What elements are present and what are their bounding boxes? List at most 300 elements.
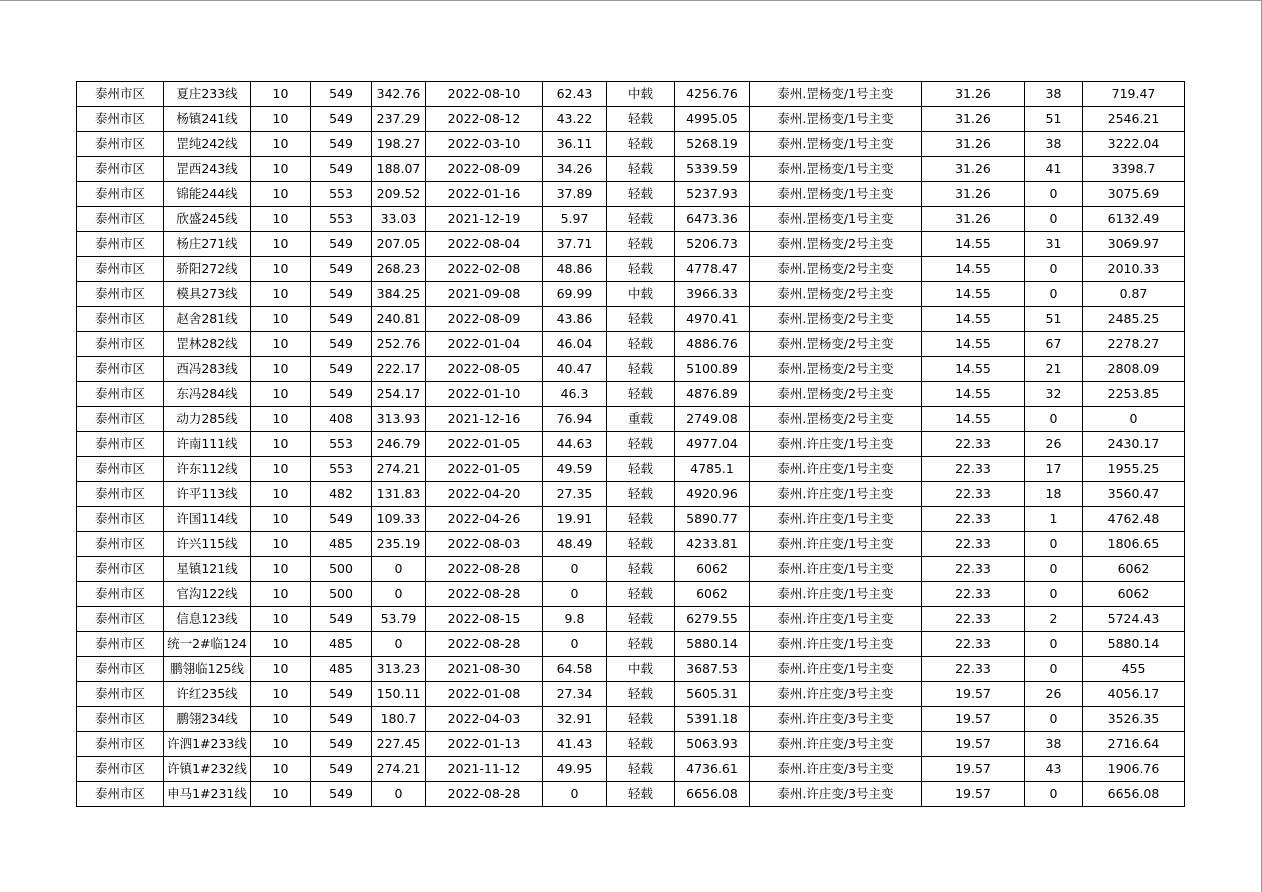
available-capacity-cell: 5339.59 bbox=[675, 157, 750, 182]
rated-capacity-cell: 500 bbox=[311, 582, 372, 607]
load-rate-cell: 46.3 bbox=[543, 382, 607, 407]
available-capacity-cell: 5391.18 bbox=[675, 707, 750, 732]
load-rate-cell: 46.04 bbox=[543, 332, 607, 357]
table-row bbox=[77, 207, 1185, 232]
table-row bbox=[77, 657, 1185, 682]
load-rate-cell: 37.89 bbox=[543, 182, 607, 207]
load-rate-cell: 48.86 bbox=[543, 257, 607, 282]
max-load-cell: 252.76 bbox=[372, 332, 426, 357]
district-cell: 泰州市区 bbox=[77, 607, 164, 632]
table-row bbox=[77, 757, 1185, 782]
remaining-capacity-cell: 1906.76 bbox=[1083, 757, 1185, 782]
remaining-capacity-cell: 0.87 bbox=[1083, 282, 1185, 307]
load-status-cell: 轻载 bbox=[607, 332, 675, 357]
rated-capacity-cell: 500 bbox=[311, 557, 372, 582]
transformer-margin-cell: 14.55 bbox=[922, 332, 1025, 357]
voltage-cell: 10 bbox=[251, 82, 311, 107]
peak-date-cell: 2022-01-13 bbox=[426, 732, 543, 757]
load-rate-cell: 32.91 bbox=[543, 707, 607, 732]
count-cell: 0 bbox=[1025, 657, 1083, 682]
load-rate-cell: 9.8 bbox=[543, 607, 607, 632]
rated-capacity-cell: 549 bbox=[311, 332, 372, 357]
transformer-margin-cell: 19.57 bbox=[922, 782, 1025, 807]
remaining-capacity-cell: 2430.17 bbox=[1083, 432, 1185, 457]
table-row bbox=[77, 257, 1185, 282]
max-load-cell: 222.17 bbox=[372, 357, 426, 382]
load-status-cell: 轻载 bbox=[607, 557, 675, 582]
transformer-margin-cell: 22.33 bbox=[922, 482, 1025, 507]
transformer-cell: 泰州.罡杨变/1号主变 bbox=[750, 82, 922, 107]
table-row bbox=[77, 332, 1185, 357]
available-capacity-cell: 4778.47 bbox=[675, 257, 750, 282]
available-capacity-cell: 6279.55 bbox=[675, 607, 750, 632]
max-load-cell: 254.17 bbox=[372, 382, 426, 407]
load-rate-cell: 43.86 bbox=[543, 307, 607, 332]
table-row bbox=[77, 707, 1185, 732]
load-status-cell: 轻载 bbox=[607, 582, 675, 607]
rated-capacity-cell: 549 bbox=[311, 607, 372, 632]
transformer-cell: 泰州.罡杨变/2号主变 bbox=[750, 357, 922, 382]
rated-capacity-cell: 549 bbox=[311, 782, 372, 807]
available-capacity-cell: 5268.19 bbox=[675, 132, 750, 157]
rated-capacity-cell: 549 bbox=[311, 707, 372, 732]
count-cell: 26 bbox=[1025, 432, 1083, 457]
transformer-cell: 泰州.许庄变/1号主变 bbox=[750, 557, 922, 582]
line-name-cell: 许兴115线 bbox=[164, 532, 251, 557]
transformer-cell: 泰州.罡杨变/1号主变 bbox=[750, 107, 922, 132]
load-rate-cell: 43.22 bbox=[543, 107, 607, 132]
table-row bbox=[77, 457, 1185, 482]
voltage-cell: 10 bbox=[251, 682, 311, 707]
line-name-cell: 统一2#临124 bbox=[164, 632, 251, 657]
voltage-cell: 10 bbox=[251, 432, 311, 457]
district-cell: 泰州市区 bbox=[77, 257, 164, 282]
line-name-cell: 信息123线 bbox=[164, 607, 251, 632]
district-cell: 泰州市区 bbox=[77, 632, 164, 657]
count-cell: 43 bbox=[1025, 757, 1083, 782]
max-load-cell: 53.79 bbox=[372, 607, 426, 632]
load-status-cell: 轻载 bbox=[607, 432, 675, 457]
table-row bbox=[77, 782, 1185, 807]
remaining-capacity-cell: 3069.97 bbox=[1083, 232, 1185, 257]
rated-capacity-cell: 549 bbox=[311, 507, 372, 532]
table-row bbox=[77, 557, 1185, 582]
table-row bbox=[77, 732, 1185, 757]
count-cell: 67 bbox=[1025, 332, 1083, 357]
remaining-capacity-cell: 1955.25 bbox=[1083, 457, 1185, 482]
remaining-capacity-cell: 2808.09 bbox=[1083, 357, 1185, 382]
district-cell: 泰州市区 bbox=[77, 82, 164, 107]
rated-capacity-cell: 408 bbox=[311, 407, 372, 432]
transformer-margin-cell: 31.26 bbox=[922, 207, 1025, 232]
available-capacity-cell: 4233.81 bbox=[675, 532, 750, 557]
transformer-margin-cell: 22.33 bbox=[922, 532, 1025, 557]
remaining-capacity-cell: 4762.48 bbox=[1083, 507, 1185, 532]
district-cell: 泰州市区 bbox=[77, 132, 164, 157]
max-load-cell: 33.03 bbox=[372, 207, 426, 232]
peak-date-cell: 2021-11-12 bbox=[426, 757, 543, 782]
table-row bbox=[77, 532, 1185, 557]
available-capacity-cell: 3966.33 bbox=[675, 282, 750, 307]
load-rate-cell: 64.58 bbox=[543, 657, 607, 682]
table-body bbox=[77, 82, 1185, 807]
district-cell: 泰州市区 bbox=[77, 282, 164, 307]
district-cell: 泰州市区 bbox=[77, 457, 164, 482]
line-name-cell: 杨庄271线 bbox=[164, 232, 251, 257]
peak-date-cell: 2021-08-30 bbox=[426, 657, 543, 682]
district-cell: 泰州市区 bbox=[77, 732, 164, 757]
table-row bbox=[77, 82, 1185, 107]
line-name-cell: 星镇121线 bbox=[164, 557, 251, 582]
remaining-capacity-cell: 2253.85 bbox=[1083, 382, 1185, 407]
peak-date-cell: 2022-08-09 bbox=[426, 157, 543, 182]
transformer-margin-cell: 19.57 bbox=[922, 682, 1025, 707]
line-name-cell: 东冯284线 bbox=[164, 382, 251, 407]
available-capacity-cell: 4736.61 bbox=[675, 757, 750, 782]
max-load-cell: 198.27 bbox=[372, 132, 426, 157]
rated-capacity-cell: 485 bbox=[311, 632, 372, 657]
load-status-cell: 轻载 bbox=[607, 532, 675, 557]
remaining-capacity-cell: 2010.33 bbox=[1083, 257, 1185, 282]
line-name-cell: 夏庄233线 bbox=[164, 82, 251, 107]
transformer-cell: 泰州.罡杨变/1号主变 bbox=[750, 132, 922, 157]
max-load-cell: 313.93 bbox=[372, 407, 426, 432]
available-capacity-cell: 4876.89 bbox=[675, 382, 750, 407]
peak-date-cell: 2022-08-05 bbox=[426, 357, 543, 382]
transformer-cell: 泰州.罡杨变/2号主变 bbox=[750, 382, 922, 407]
max-load-cell: 384.25 bbox=[372, 282, 426, 307]
remaining-capacity-cell: 5880.14 bbox=[1083, 632, 1185, 657]
peak-date-cell: 2022-08-28 bbox=[426, 632, 543, 657]
remaining-capacity-cell: 6062 bbox=[1083, 557, 1185, 582]
district-cell: 泰州市区 bbox=[77, 382, 164, 407]
rated-capacity-cell: 549 bbox=[311, 282, 372, 307]
load-status-cell: 轻载 bbox=[607, 182, 675, 207]
remaining-capacity-cell: 5724.43 bbox=[1083, 607, 1185, 632]
transformer-margin-cell: 14.55 bbox=[922, 407, 1025, 432]
max-load-cell: 0 bbox=[372, 582, 426, 607]
load-status-cell: 轻载 bbox=[607, 507, 675, 532]
district-cell: 泰州市区 bbox=[77, 682, 164, 707]
available-capacity-cell: 2749.08 bbox=[675, 407, 750, 432]
peak-date-cell: 2022-08-03 bbox=[426, 532, 543, 557]
line-name-cell: 模具273线 bbox=[164, 282, 251, 307]
voltage-cell: 10 bbox=[251, 457, 311, 482]
count-cell: 2 bbox=[1025, 607, 1083, 632]
rated-capacity-cell: 549 bbox=[311, 357, 372, 382]
transformer-margin-cell: 14.55 bbox=[922, 232, 1025, 257]
load-status-cell: 轻载 bbox=[607, 382, 675, 407]
load-status-cell: 轻载 bbox=[607, 107, 675, 132]
max-load-cell: 207.05 bbox=[372, 232, 426, 257]
peak-date-cell: 2021-09-08 bbox=[426, 282, 543, 307]
count-cell: 0 bbox=[1025, 582, 1083, 607]
rated-capacity-cell: 485 bbox=[311, 657, 372, 682]
available-capacity-cell: 4886.76 bbox=[675, 332, 750, 357]
load-status-cell: 轻载 bbox=[607, 307, 675, 332]
load-status-cell: 轻载 bbox=[607, 232, 675, 257]
line-name-cell: 官沟122线 bbox=[164, 582, 251, 607]
district-cell: 泰州市区 bbox=[77, 357, 164, 382]
available-capacity-cell: 4970.41 bbox=[675, 307, 750, 332]
line-name-cell: 罡林282线 bbox=[164, 332, 251, 357]
available-capacity-cell: 4977.04 bbox=[675, 432, 750, 457]
district-cell: 泰州市区 bbox=[77, 182, 164, 207]
load-status-cell: 轻载 bbox=[607, 632, 675, 657]
transformer-cell: 泰州.许庄变/1号主变 bbox=[750, 482, 922, 507]
voltage-cell: 10 bbox=[251, 357, 311, 382]
count-cell: 38 bbox=[1025, 132, 1083, 157]
district-cell: 泰州市区 bbox=[77, 582, 164, 607]
peak-date-cell: 2022-03-10 bbox=[426, 132, 543, 157]
rated-capacity-cell: 549 bbox=[311, 157, 372, 182]
transformer-cell: 泰州.许庄变/1号主变 bbox=[750, 507, 922, 532]
load-status-cell: 轻载 bbox=[607, 257, 675, 282]
load-status-cell: 轻载 bbox=[607, 782, 675, 807]
line-name-cell: 动力285线 bbox=[164, 407, 251, 432]
peak-date-cell: 2022-01-08 bbox=[426, 682, 543, 707]
load-status-cell: 中载 bbox=[607, 282, 675, 307]
count-cell: 41 bbox=[1025, 157, 1083, 182]
transformer-margin-cell: 14.55 bbox=[922, 382, 1025, 407]
table-row bbox=[77, 307, 1185, 332]
load-rate-cell: 36.11 bbox=[543, 132, 607, 157]
available-capacity-cell: 5880.14 bbox=[675, 632, 750, 657]
peak-date-cell: 2022-08-09 bbox=[426, 307, 543, 332]
district-cell: 泰州市区 bbox=[77, 532, 164, 557]
max-load-cell: 235.19 bbox=[372, 532, 426, 557]
page-top-border bbox=[0, 0, 1262, 1]
line-name-cell: 许国114线 bbox=[164, 507, 251, 532]
max-load-cell: 0 bbox=[372, 782, 426, 807]
count-cell: 1 bbox=[1025, 507, 1083, 532]
available-capacity-cell: 5206.73 bbox=[675, 232, 750, 257]
voltage-cell: 10 bbox=[251, 332, 311, 357]
table-row bbox=[77, 182, 1185, 207]
load-rate-cell: 41.43 bbox=[543, 732, 607, 757]
district-cell: 泰州市区 bbox=[77, 157, 164, 182]
count-cell: 51 bbox=[1025, 307, 1083, 332]
remaining-capacity-cell: 2485.25 bbox=[1083, 307, 1185, 332]
remaining-capacity-cell: 3398.7 bbox=[1083, 157, 1185, 182]
table-row bbox=[77, 582, 1185, 607]
voltage-cell: 10 bbox=[251, 407, 311, 432]
count-cell: 32 bbox=[1025, 382, 1083, 407]
voltage-cell: 10 bbox=[251, 532, 311, 557]
count-cell: 31 bbox=[1025, 232, 1083, 257]
load-rate-cell: 34.26 bbox=[543, 157, 607, 182]
transformer-margin-cell: 14.55 bbox=[922, 282, 1025, 307]
available-capacity-cell: 4785.1 bbox=[675, 457, 750, 482]
peak-date-cell: 2022-04-20 bbox=[426, 482, 543, 507]
line-name-cell: 锦能244线 bbox=[164, 182, 251, 207]
available-capacity-cell: 4995.05 bbox=[675, 107, 750, 132]
available-capacity-cell: 6062 bbox=[675, 582, 750, 607]
rated-capacity-cell: 549 bbox=[311, 82, 372, 107]
table-row bbox=[77, 107, 1185, 132]
rated-capacity-cell: 549 bbox=[311, 257, 372, 282]
count-cell: 0 bbox=[1025, 282, 1083, 307]
table-row bbox=[77, 632, 1185, 657]
max-load-cell: 131.83 bbox=[372, 482, 426, 507]
count-cell: 0 bbox=[1025, 207, 1083, 232]
table-row bbox=[77, 607, 1185, 632]
line-name-cell: 许红235线 bbox=[164, 682, 251, 707]
line-name-cell: 骄阳272线 bbox=[164, 257, 251, 282]
peak-date-cell: 2022-08-04 bbox=[426, 232, 543, 257]
peak-date-cell: 2022-02-08 bbox=[426, 257, 543, 282]
available-capacity-cell: 3687.53 bbox=[675, 657, 750, 682]
load-rate-cell: 48.49 bbox=[543, 532, 607, 557]
count-cell: 0 bbox=[1025, 707, 1083, 732]
peak-date-cell: 2022-08-15 bbox=[426, 607, 543, 632]
available-capacity-cell: 4920.96 bbox=[675, 482, 750, 507]
peak-date-cell: 2022-04-26 bbox=[426, 507, 543, 532]
peak-date-cell: 2022-01-05 bbox=[426, 432, 543, 457]
count-cell: 0 bbox=[1025, 782, 1083, 807]
count-cell: 0 bbox=[1025, 257, 1083, 282]
transformer-margin-cell: 19.57 bbox=[922, 707, 1025, 732]
available-capacity-cell: 5890.77 bbox=[675, 507, 750, 532]
voltage-cell: 10 bbox=[251, 307, 311, 332]
transformer-cell: 泰州.罡杨变/2号主变 bbox=[750, 257, 922, 282]
load-rate-cell: 44.63 bbox=[543, 432, 607, 457]
load-rate-cell: 5.97 bbox=[543, 207, 607, 232]
transformer-cell: 泰州.罡杨变/2号主变 bbox=[750, 307, 922, 332]
transformer-margin-cell: 31.26 bbox=[922, 182, 1025, 207]
max-load-cell: 180.7 bbox=[372, 707, 426, 732]
rated-capacity-cell: 549 bbox=[311, 107, 372, 132]
voltage-cell: 10 bbox=[251, 257, 311, 282]
rated-capacity-cell: 482 bbox=[311, 482, 372, 507]
max-load-cell: 209.52 bbox=[372, 182, 426, 207]
available-capacity-cell: 6656.08 bbox=[675, 782, 750, 807]
transformer-cell: 泰州.许庄变/1号主变 bbox=[750, 657, 922, 682]
rated-capacity-cell: 485 bbox=[311, 532, 372, 557]
available-capacity-cell: 6062 bbox=[675, 557, 750, 582]
remaining-capacity-cell: 3526.35 bbox=[1083, 707, 1185, 732]
transformer-margin-cell: 22.33 bbox=[922, 632, 1025, 657]
rated-capacity-cell: 549 bbox=[311, 307, 372, 332]
count-cell: 17 bbox=[1025, 457, 1083, 482]
transformer-margin-cell: 22.33 bbox=[922, 507, 1025, 532]
remaining-capacity-cell: 4056.17 bbox=[1083, 682, 1185, 707]
available-capacity-cell: 5063.93 bbox=[675, 732, 750, 757]
count-cell: 21 bbox=[1025, 357, 1083, 382]
load-status-cell: 轻载 bbox=[607, 132, 675, 157]
transformer-margin-cell: 14.55 bbox=[922, 357, 1025, 382]
voltage-cell: 10 bbox=[251, 707, 311, 732]
remaining-capacity-cell: 455 bbox=[1083, 657, 1185, 682]
remaining-capacity-cell: 2546.21 bbox=[1083, 107, 1185, 132]
count-cell: 0 bbox=[1025, 557, 1083, 582]
voltage-cell: 10 bbox=[251, 507, 311, 532]
transformer-cell: 泰州.罡杨变/1号主变 bbox=[750, 207, 922, 232]
max-load-cell: 246.79 bbox=[372, 432, 426, 457]
transformer-margin-cell: 14.55 bbox=[922, 307, 1025, 332]
max-load-cell: 188.07 bbox=[372, 157, 426, 182]
rated-capacity-cell: 549 bbox=[311, 682, 372, 707]
transformer-cell: 泰州.许庄变/3号主变 bbox=[750, 682, 922, 707]
max-load-cell: 109.33 bbox=[372, 507, 426, 532]
max-load-cell: 274.21 bbox=[372, 457, 426, 482]
available-capacity-cell: 6473.36 bbox=[675, 207, 750, 232]
district-cell: 泰州市区 bbox=[77, 657, 164, 682]
load-rate-cell: 49.59 bbox=[543, 457, 607, 482]
line-name-cell: 西冯283线 bbox=[164, 357, 251, 382]
transformer-cell: 泰州.罡杨变/2号主变 bbox=[750, 282, 922, 307]
load-rate-cell: 49.95 bbox=[543, 757, 607, 782]
voltage-cell: 10 bbox=[251, 157, 311, 182]
district-cell: 泰州市区 bbox=[77, 782, 164, 807]
transformer-margin-cell: 19.57 bbox=[922, 732, 1025, 757]
peak-date-cell: 2022-08-28 bbox=[426, 782, 543, 807]
available-capacity-cell: 5605.31 bbox=[675, 682, 750, 707]
remaining-capacity-cell: 3222.04 bbox=[1083, 132, 1185, 157]
voltage-cell: 10 bbox=[251, 657, 311, 682]
table-row bbox=[77, 382, 1185, 407]
line-name-cell: 许平113线 bbox=[164, 482, 251, 507]
rated-capacity-cell: 549 bbox=[311, 757, 372, 782]
line-name-cell: 鹏翎临125线 bbox=[164, 657, 251, 682]
voltage-cell: 10 bbox=[251, 582, 311, 607]
transformer-cell: 泰州.许庄变/3号主变 bbox=[750, 707, 922, 732]
load-status-cell: 轻载 bbox=[607, 157, 675, 182]
rated-capacity-cell: 553 bbox=[311, 432, 372, 457]
transformer-margin-cell: 22.33 bbox=[922, 432, 1025, 457]
transformer-cell: 泰州.罡杨变/2号主变 bbox=[750, 232, 922, 257]
count-cell: 51 bbox=[1025, 107, 1083, 132]
voltage-cell: 10 bbox=[251, 282, 311, 307]
district-cell: 泰州市区 bbox=[77, 482, 164, 507]
max-load-cell: 0 bbox=[372, 557, 426, 582]
voltage-cell: 10 bbox=[251, 482, 311, 507]
load-status-cell: 轻载 bbox=[607, 207, 675, 232]
max-load-cell: 0 bbox=[372, 632, 426, 657]
voltage-cell: 10 bbox=[251, 107, 311, 132]
max-load-cell: 237.29 bbox=[372, 107, 426, 132]
table-row bbox=[77, 482, 1185, 507]
max-load-cell: 150.11 bbox=[372, 682, 426, 707]
load-status-cell: 轻载 bbox=[607, 682, 675, 707]
line-name-cell: 欣盛245线 bbox=[164, 207, 251, 232]
district-cell: 泰州市区 bbox=[77, 557, 164, 582]
voltage-cell: 10 bbox=[251, 207, 311, 232]
transformer-margin-cell: 31.26 bbox=[922, 157, 1025, 182]
transformer-margin-cell: 31.26 bbox=[922, 132, 1025, 157]
transformer-cell: 泰州.许庄变/1号主变 bbox=[750, 607, 922, 632]
remaining-capacity-cell: 719.47 bbox=[1083, 82, 1185, 107]
rated-capacity-cell: 553 bbox=[311, 182, 372, 207]
district-cell: 泰州市区 bbox=[77, 432, 164, 457]
load-status-cell: 中载 bbox=[607, 657, 675, 682]
count-cell: 26 bbox=[1025, 682, 1083, 707]
line-name-cell: 许东112线 bbox=[164, 457, 251, 482]
available-capacity-cell: 5237.93 bbox=[675, 182, 750, 207]
remaining-capacity-cell: 1806.65 bbox=[1083, 532, 1185, 557]
load-status-cell: 轻载 bbox=[607, 357, 675, 382]
voltage-cell: 10 bbox=[251, 607, 311, 632]
peak-date-cell: 2022-01-04 bbox=[426, 332, 543, 357]
peak-date-cell: 2022-08-10 bbox=[426, 82, 543, 107]
load-rate-cell: 0 bbox=[543, 582, 607, 607]
count-cell: 0 bbox=[1025, 532, 1083, 557]
max-load-cell: 268.23 bbox=[372, 257, 426, 282]
voltage-cell: 10 bbox=[251, 632, 311, 657]
line-name-cell: 赵舍281线 bbox=[164, 307, 251, 332]
remaining-capacity-cell: 6656.08 bbox=[1083, 782, 1185, 807]
voltage-cell: 10 bbox=[251, 382, 311, 407]
